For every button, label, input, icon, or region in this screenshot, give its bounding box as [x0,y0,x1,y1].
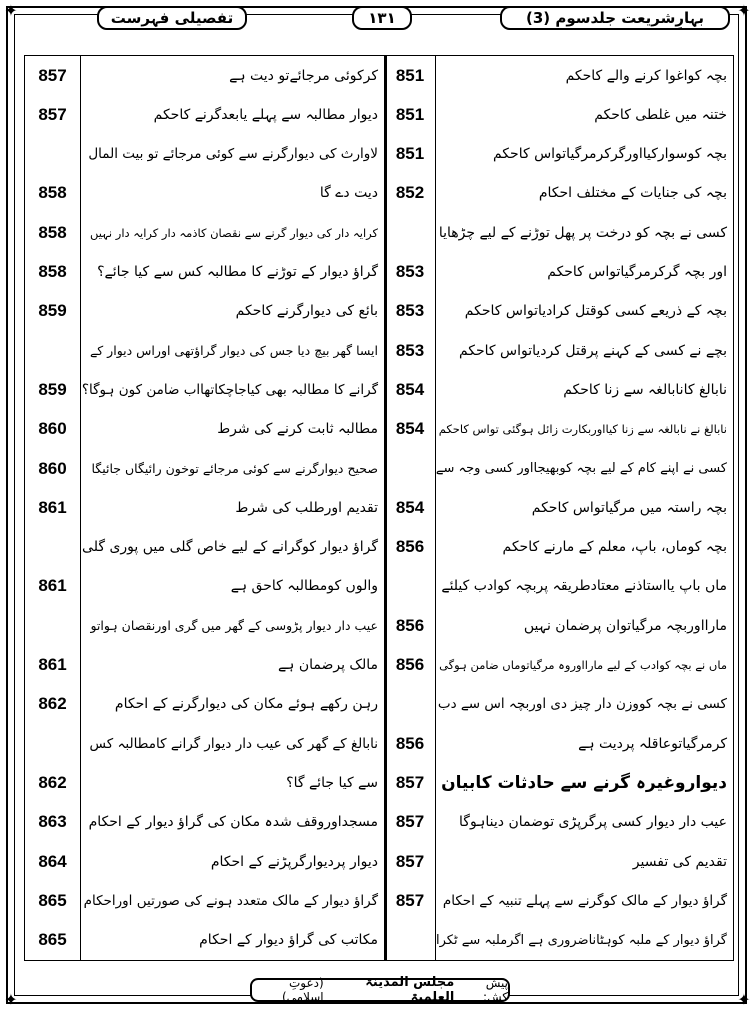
left-entry-text: تقدیم اورطلب کی شرط [235,499,378,516]
right-page-number [385,568,435,605]
right-page-number: 851 [395,65,425,85]
table-row [25,175,733,212]
right-page-number [385,214,435,251]
right-entry-text: بچے نے کسی کے کہنے پرقتل کردیاتواس کاحکم [458,342,727,359]
table-row [25,332,733,369]
corner-ornament-bl: ✦ [4,990,18,1009]
right-entry-text: ماں نے بچہ کوادب کے لیے مارااوروہ مرگیاتوماں ضامن ہوگی [439,658,727,672]
right-entry-text: ختنہ میں غلطی کاحکم [594,106,727,123]
right-page-number: 857 [395,772,425,792]
right-entry-text: تقدیم کی تفسیر [632,853,727,870]
right-page-number: 851 [395,104,425,124]
left-page-number: 857 [38,104,67,124]
left-page-number: 858 [38,183,67,203]
left-entry-text: گرانے کا مطالبہ بھی کیاجاچکاتھااب ضامن کون ہوگا؟ [81,381,378,398]
left-page-number: 865 [38,930,67,950]
left-page-number: 857 [38,65,67,85]
table-row [25,607,733,644]
left-entry-text: ایسا گھر بیچ دیا جس کی دیوار گراؤتھی اوراس دیوار کے [89,343,378,359]
left-page-number: 864 [38,851,67,871]
footer-suffix: (دعوتِ اسلامی) [281,976,324,1004]
table-row [25,922,733,959]
left-page-number: 858 [38,262,67,281]
table-row [25,293,733,330]
right-entry-text: گراؤ دیوار کے مالک کوگرنے سے پہلے تنبیہ کے احکام [442,892,727,909]
table-row [25,96,733,133]
left-entry-text: کرکوئی مرجائےتو دیت ہے [229,67,378,84]
left-entry-text: عیب دار دیوار پڑوسی کے گھر میں گری اورنقصان ہواتو [90,618,378,634]
left-entry-text: دیوار پردیوارگرپڑنے کے احکام [210,853,378,870]
right-page-number: 856 [395,615,425,635]
left-page-number: 862 [38,772,67,792]
footer-prefix: پیش کش: [482,976,508,1004]
left-page-number [25,529,80,566]
table-row [25,882,733,919]
table-row [25,804,733,841]
table-row [25,764,733,801]
left-page-number [25,725,80,762]
right-entry-text: کسی نے بچہ کو درخت پر پھل توڑنے کے لیے چڑھایا [438,224,727,241]
left-page-number [25,136,80,173]
corner-ornament-tl: ✦ [4,1,18,20]
right-page-number: 857 [395,890,425,910]
corner-ornament-tr: ✦ [737,1,751,20]
left-page-number [25,332,80,369]
table-row [25,136,733,173]
left-entry-text: گراؤ دیوار کے مالک متعدد ہونے کی صورتیں اوراحکام [83,892,378,909]
table-row [25,686,733,723]
left-entry-text: رہن رکھے ہوئے مکان کی دیوارگرنے کے احکام [114,696,378,713]
right-entry-text: بچہ راستہ میں مرگیاتواس کاحکم [531,499,727,516]
left-entry-text: گراؤ دیوار کوگرانے کے لیے خاص گلی میں پوری گلی [82,539,378,556]
right-entry-text: عیب دار دیوار کسی پرگرپڑی توضمان دیناہوگا [459,814,727,831]
left-entry-text: صحیح دیوارگرنے سے کوئی مرجائے توخون رائیگاں جائیگا [91,461,378,476]
left-page-number: 863 [38,812,67,832]
left-entry-text: گراؤ دیوار کے توڑنے کا مطالبہ کس سے کیا جائے؟ [97,264,378,280]
table-row [25,450,733,487]
left-entry-text: مکاتب کی گراؤ دیوار کے احکام [199,932,378,949]
left-page-number: 860 [38,458,67,478]
right-page-number: 856 [395,733,425,753]
table-row [25,489,733,526]
left-page-number: 861 [38,655,67,674]
right-page-number: 856 [395,537,425,557]
left-page-number: 858 [38,222,67,242]
left-entry-text: مسجداوروقف شدہ مکان کی گراؤ دیوار کے احکام [88,814,378,831]
left-entry-text: نابالغ کے گھر کی عیب دار دیوار گرانے کامطالبہ کس [89,735,378,752]
right-page-number: 852 [395,183,425,203]
right-page-number: 853 [395,262,425,281]
right-entry-text: بچہ کے ذریعے کسی کوقتل کرادیاتواس کاحکم [464,303,727,320]
left-page-number: 865 [38,890,67,910]
right-entry-text: اور بچہ گرکرمرگیاتواس کاحکم [547,264,727,280]
left-entry-text: سے کیا جائے گا؟ [286,774,378,791]
corner-ornament-br: ✦ [737,990,751,1009]
footer-publisher-name: مجلس المدینۃ العلمیۃ [365,975,455,1005]
right-entry-text: کرمرگیاتوعاقلہ پردیت ہے [578,735,727,752]
right-entry-text: نابالغ کانابالغہ سے زنا کاحکم [563,381,727,398]
table-row [25,214,733,251]
table-row [25,411,733,448]
left-entry-text: کرایہ دار کی دیوار گرنے سے نقصان کاذمہ دار کرایہ دار نہیں [89,225,378,240]
left-entry-text: دیت دے گا [319,185,378,202]
footer-publisher [250,975,510,1005]
book-title: بہارِشریعت جلدسوم (3) [500,6,730,30]
left-page-number: 861 [38,576,67,596]
right-entry-text: کسی نے اپنے کام کے لیے بچہ کوبھیجااور کسی وجہ سے [436,461,727,476]
table-row [25,843,733,880]
right-entry-text: بچہ کی جنایات کے مختلف احکام [538,185,727,202]
header [22,2,733,32]
left-page-number: 860 [38,419,67,439]
left-page-number: 861 [38,497,67,517]
right-entry-text: مارااوربچہ مرگیاتوان پرضمان نہیں [523,617,727,634]
table-row [25,57,733,94]
left-page-number: 859 [38,301,67,321]
right-page-number: 853 [395,301,425,321]
left-entry-text: بائع کی دیوارگرنے کاحکم [235,303,378,320]
left-page-number [25,607,80,644]
right-entry-text: کسی نے بچہ کووزن دار چیز دی اوربچہ اس سے دب [437,696,727,713]
right-entry-text: ماں باپ یااستاذنے معتادطریقہ پربچہ کوادب کیلئے [441,578,727,595]
right-page-number: 853 [395,340,425,360]
left-entry-text: دیوار مطالبہ سے پہلے یابعدگرنے کاحکم [153,106,378,123]
left-page-number: 862 [38,694,67,714]
chapter-heading: دیواروغیرہ گرنے سے حادثات کابیان [441,773,727,794]
right-page-number: 851 [395,144,425,164]
right-page-number: 856 [395,655,425,674]
left-entry-text: والوں کومطالبہ کاحق ہے [230,578,378,595]
right-page-number: 854 [395,379,425,399]
right-entry-text: گراؤ دیوار کے ملبہ کوہٹاناضروری ہے اگرملبہ سے ٹکرا [436,932,727,948]
table-row [25,529,733,566]
left-entry-text: لاوارث کی دیوارگرنے سے کوئی مرجائے تو بیت المال [88,146,378,163]
right-page-number: 854 [395,419,425,439]
table-row [25,371,733,408]
table-row [25,647,733,684]
table-row [25,254,733,291]
right-entry-text: بچہ کواغوا کرنے والے کاحکم [565,67,727,84]
right-entry-text: نابالغ نے نابالغہ سے زنا کیااوربکارت زائل ہوگئی تواس کاحکم [438,422,727,437]
index-table [24,55,734,961]
right-page-number: 854 [395,497,425,517]
left-page-number: 859 [38,379,67,399]
right-entry-text: بچہ کوسوارکیااورگرکرمرگیاتواس کاحکم [492,146,727,163]
table-row [25,568,733,605]
section-title: تفصیلی فہرست [97,6,247,30]
table-row [25,725,733,762]
left-entry-text: مطالبہ ثابت کرنے کی شرط [217,421,378,438]
page-number: ۱۳۱ [352,6,412,30]
right-page-number [385,922,435,959]
right-page-number [385,686,435,723]
left-entry-text: مالک پرضمان ہے [277,657,378,673]
right-entry-text: بچہ کوماں، باپ، معلم کے مارنے کاحکم [502,539,727,556]
right-page-number [385,450,435,487]
right-page-number: 857 [395,851,425,871]
right-page-number: 857 [395,812,425,832]
